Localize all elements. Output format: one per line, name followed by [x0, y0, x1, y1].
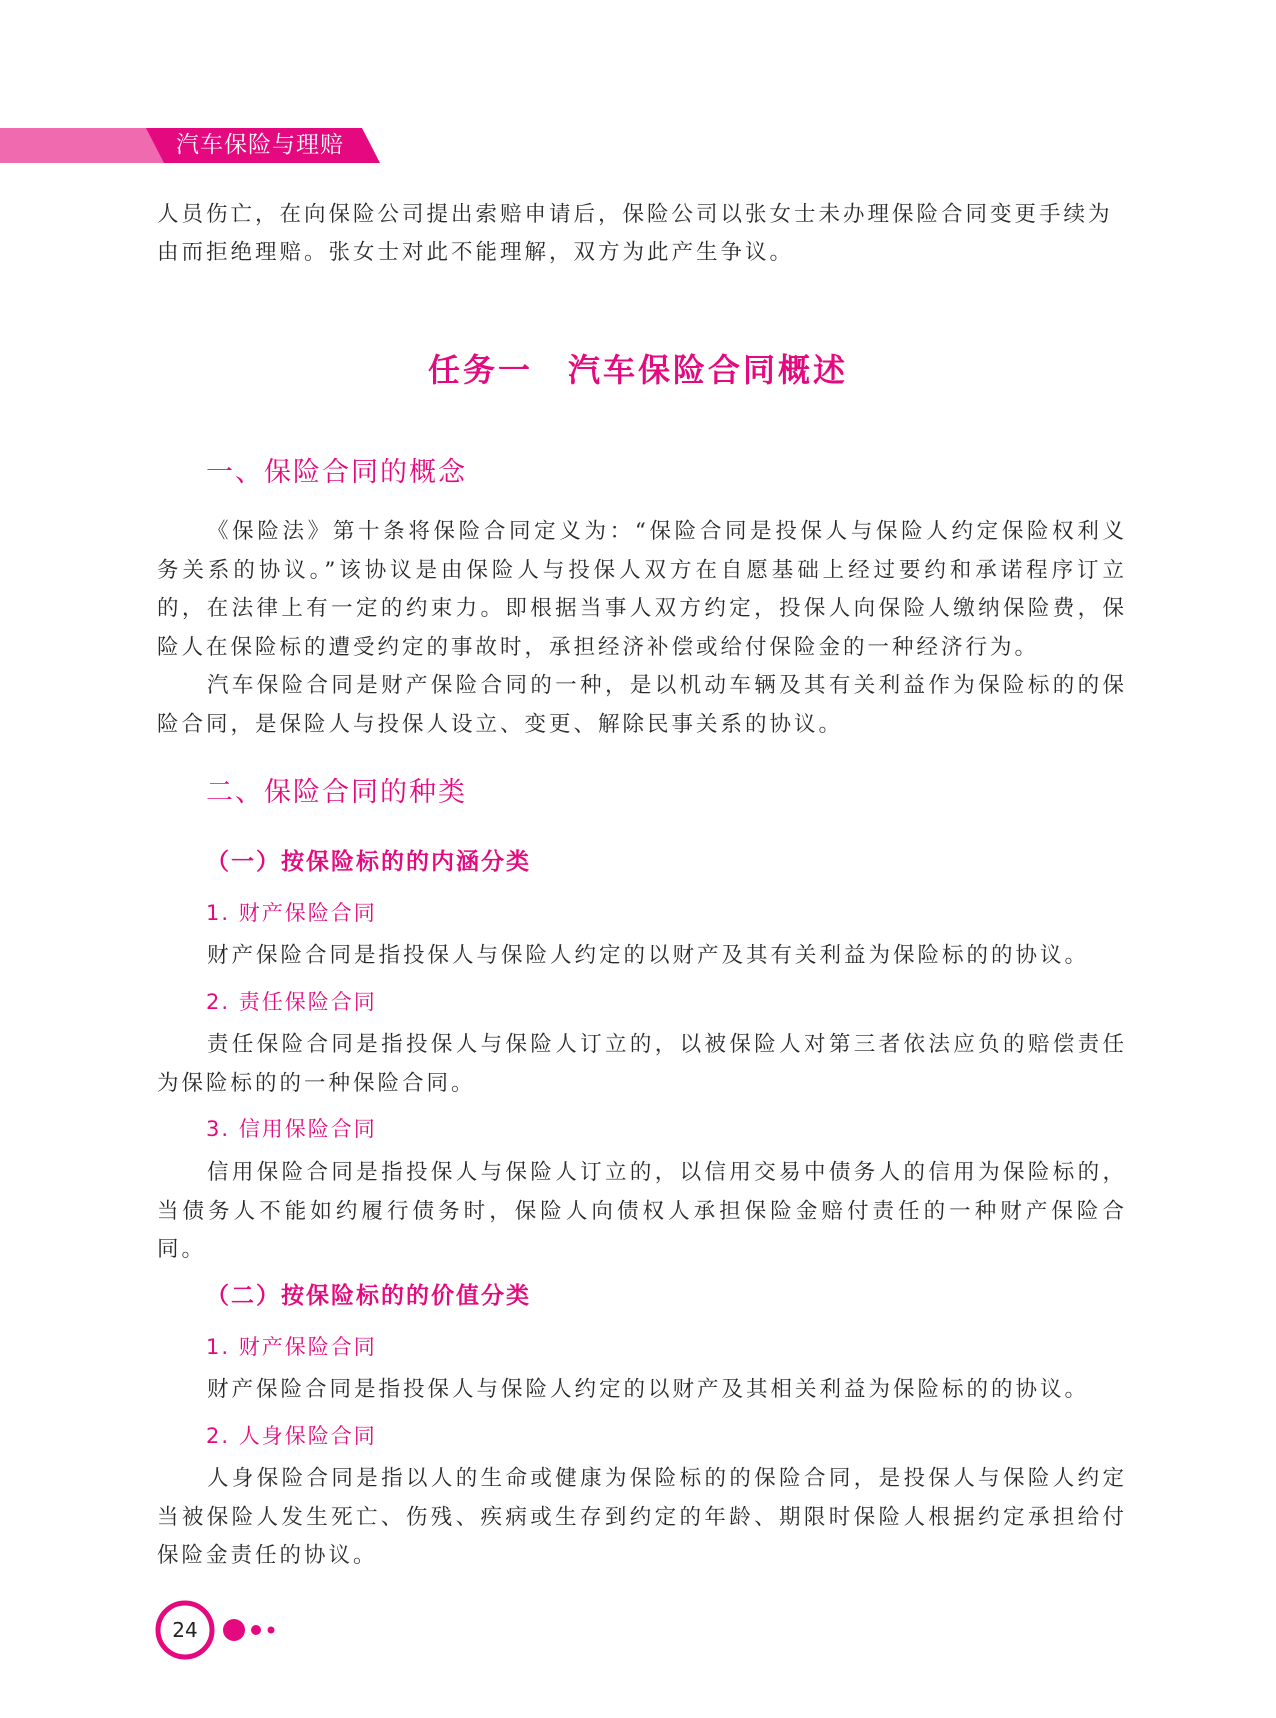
item-text-property: 财产保险合同是指投保人与保险人约定的以财产及其有关利益为保险标的的协议。	[207, 943, 1090, 968]
item-heading-property: 1. 财产保险合同	[206, 901, 377, 925]
book-title: 汽车保险与理赔	[176, 132, 344, 158]
page-number: 24	[172, 1618, 198, 1642]
concept-paragraph-1: 《保险法》第十条将保险合同定义为：“保险合同是投保人与保险人约定保险权利义务关系的协议。”该协议是由保险人与投保人双方在自愿基础上经过要约和承诺程序订立的，在法律上有一定的约束力。即根据当事人双方约定，投保人向保险人缴纳保险费，保险人在保险标的遭受约定的事故时，承担经济补偿或给付保险金的一种经济行为。	[157, 519, 1127, 660]
item-heading-property-2: 1. 财产保险合同	[206, 1335, 377, 1359]
task-title: 任务一 汽车保险合同概述	[427, 351, 848, 389]
intro-line-2: 由而拒绝理赔。张女士对此不能理解，双方为此产生争议。	[157, 240, 795, 265]
item-heading-credit: 3. 信用保险合同	[206, 1117, 377, 1141]
item-text-personal: 人身保险合同是指以人的生命或健康为保险标的的保险合同，是投保人与保险人约定当被保险人发生死亡、伤残、疾病或生存到约定的年龄、期限时保险人根据约定承担给付保险金责任的协议。	[157, 1466, 1127, 1568]
subsection-heading-value: （二）按保险标的的价值分类	[206, 1282, 531, 1309]
item-heading-liability: 2. 责任保险合同	[206, 990, 377, 1014]
item-text-liability: 责任保险合同是指投保人与保险人订立的，以被保险人对第三者依法应负的赔偿责任为保险标的的一种保险合同。	[157, 1032, 1127, 1096]
item-text-credit: 信用保险合同是指投保人与保险人订立的，以信用交易中债务人的信用为保险标的，当债务人不能如约履行债务时，保险人向债权人承担保险金赔付责任的一种财产保险合同。	[157, 1160, 1127, 1262]
intro-line-1: 人员伤亡，在向保险公司提出索赔申请后，保险公司以张女士未办理保险合同变更手续为	[157, 202, 1113, 227]
item-heading-personal: 2. 人身保险合同	[206, 1424, 377, 1448]
section-heading-types: 二、保险合同的种类	[206, 777, 467, 808]
dot-small	[268, 1627, 275, 1634]
dot-large	[223, 1619, 245, 1641]
section-heading-concept: 一、保险合同的概念	[206, 457, 467, 488]
concept-paragraph-2: 汽车保险合同是财产保险合同的一种，是以机动车辆及其有关利益作为保险标的的保险合同，是保险人与投保人设立、变更、解除民事关系的协议。	[157, 673, 1127, 737]
dot-medium	[251, 1625, 261, 1635]
item-text-property-2: 财产保险合同是指投保人与保险人约定的以财产及其相关利益为保险标的的协议。	[207, 1377, 1090, 1402]
subsection-heading-connotation: （一）按保险标的的内涵分类	[206, 848, 531, 875]
